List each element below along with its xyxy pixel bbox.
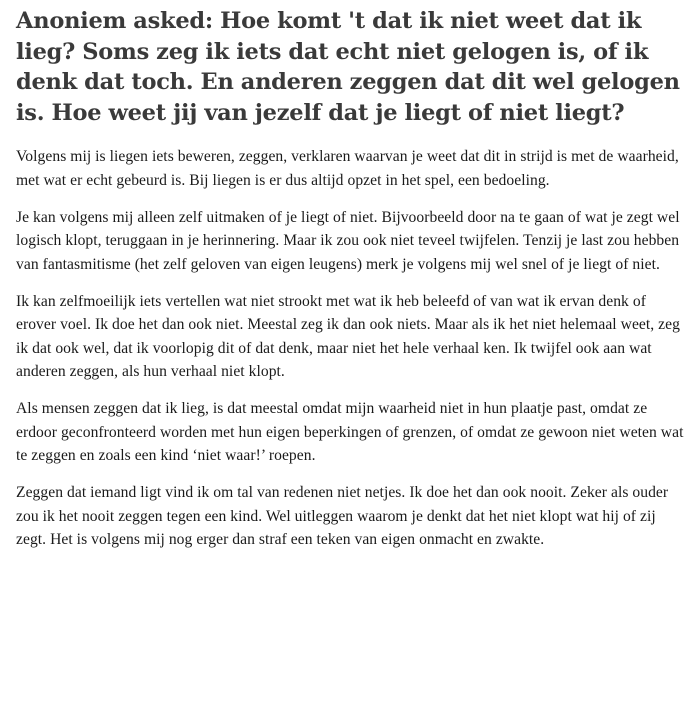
answer-paragraph: Volgens mij is liegen iets beweren, zeggen, verklaren waarvan je weet dat dit in strijd is met de waarheid, met wat er echt gebeurd is. Bij liegen is er dus altijd opzet in het spel, een bedoeling. [16, 148, 679, 189]
answer-paragraph: Je kan volgens mij alleen zelf uitmaken of je liegt of niet. Bijvoorbeeld door na te gaan of wat je zegt wel logisch klopt, teruggaan in je herinnering. Maar ik zou ook niet teveel twijfelen. Tenzij je last zou hebben van fantasmitisme (het zelf geloven van eigen leugens) merk je volgens mij wel snel of je liegt of niet. [16, 208, 680, 273]
answer-paragraph: Als mensen zeggen dat ik lieg, is dat meestal omdat mijn waarheid niet in hun plaatje past, omdat ze erdoor geconfronteerd worden met hun eigen beperkingen of grenzen, of omdat ze gewoon niet weten wat te zeggen en zoals een kind ‘niet waar!’ roepen. [16, 400, 684, 464]
answer-body [16, 145, 686, 552]
answer-paragraph: Ik kan zelfmoeilijk iets vertellen wat niet strookt met wat ik heb beleefd of van wat ik ervan denk of erover voel. Ik doe het dan ook niet. Meestal zeg ik dan ook niets. Maar als ik het niet helemaal weet, zeg ik dat ook wel, dat ik voorlopig dit of dat denk, maar niet het hele verhaal ken. Ik twijfel ook aan wat anderen zeggen, als hun verhaal niet klopt. [16, 292, 680, 380]
question-heading: Anoniem asked: Hoe komt 't dat ik niet weet dat ik lieg? Soms zeg ik iets dat echt niet gelogen is, of ik denk dat toch. En anderen zeggen dat dit wel gelogen is. Hoe weet jij van jezelf dat je liegt of niet liegt? [16, 8, 680, 126]
answer-paragraph: Zeggen dat iemand ligt vind ik om tal van redenen niet netjes. Ik doe het dan ook nooit. Zeker als ouder zou ik het nooit zeggen tegen een kind. Wel uitleggen waarom je denkt dat het niet klopt wat hij of zij zegt. Het is volgens mij nog erger dan straf een teken van eigen onmacht en zwakte. [16, 484, 669, 548]
